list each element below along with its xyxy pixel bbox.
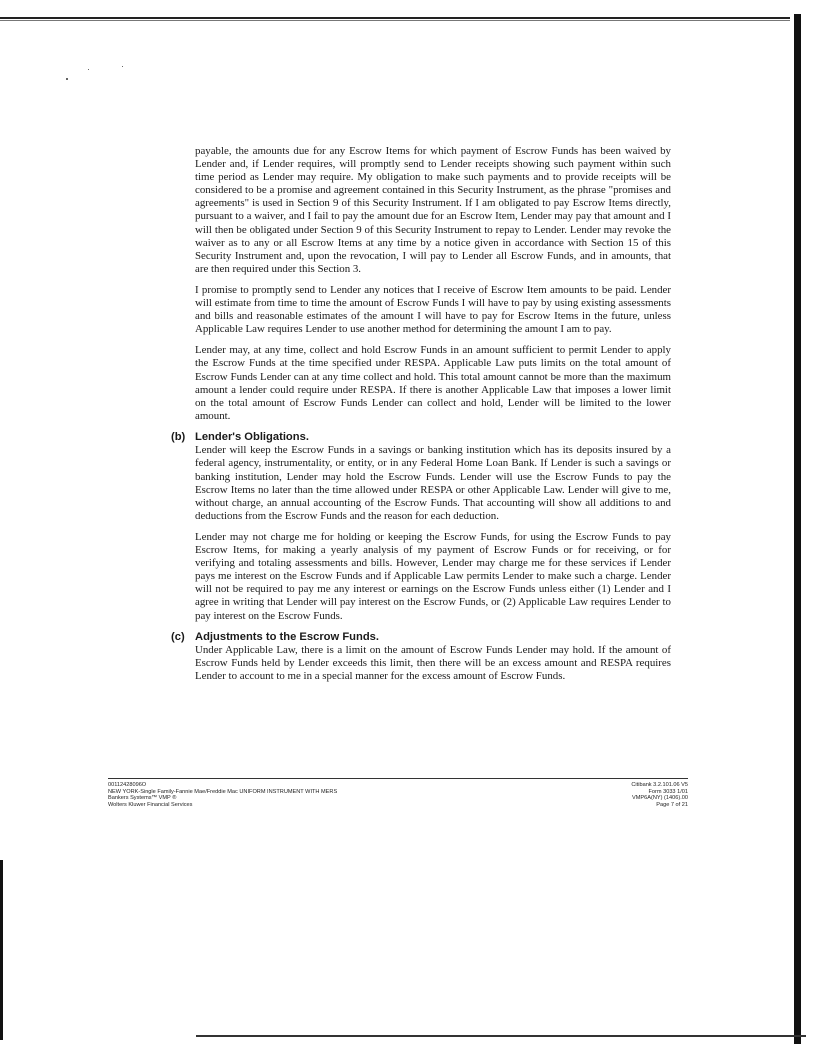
scan-speck bbox=[122, 66, 123, 67]
body-paragraph: Lender may, at any time, collect and hold Escrow Funds in an amount sufficient to permit Lender to apply the Escrow Funds at the time specified under RESPA. Applicable Law puts limits on the total amount of Escrow Funds Lender can at any time collect and hold. This total amount cannot be more than the maximum amount a lender could require under RESPA. If there is another Applicable Law that imposes a lower limit on the total amount of Escrow Funds Lender can collect and hold, Lender will be limited to the lower amount. bbox=[195, 344, 671, 422]
footer-vmp-code: VMP6A(NY) (1406).00 bbox=[632, 795, 688, 802]
section-b-letter: (b) bbox=[171, 430, 186, 443]
section-c-letter: (c) bbox=[171, 630, 185, 643]
footer-page-number: Page 7 of 21 bbox=[656, 801, 688, 808]
page-footer bbox=[108, 778, 688, 808]
section-c bbox=[171, 630, 671, 684]
footer-left bbox=[108, 782, 337, 808]
section-c-paragraph: Under Applicable Law, there is a limit on the amount of Escrow Funds Lender may hold. If the amount of Escrow Funds held by Lender exceeds this limit, then there will be an excess amount and RESPA requires Lender to account to me in a special manner for the excess amount of Escrow Funds. bbox=[195, 644, 671, 683]
footer-vendor: Bankers Systems™ VMP ® bbox=[108, 795, 177, 802]
section-b-paragraph: Lender will keep the Escrow Funds in a savings or banking institution which has its deposits insured by a federal agency, instrumentality, or entity, or in any Federal Home Loan Bank. If Lender is such a savings or banking institution, Lender may hold the Escrow Funds. Lender will use the Escrow Funds to pay the Escrow Items no later than the time allowed under RESPA or other Applicable Law. Lender will give to me, without charge, an annual accounting of the Escrow Funds. That accounting will show all additions to and deductions from the Escrow Funds and the reason for each deduction. bbox=[195, 444, 671, 522]
scan-edge-top-thin bbox=[0, 20, 790, 21]
section-b-paragraph: Lender may not charge me for holding or keeping the Escrow Funds, for using the Escrow Funds to pay Escrow Items, for making a yearly analysis of my payment of Escrow Funds or for receiving, or for verifying and totaling assessments and bills. However, Lender may charge me for these services if Lender pays me interest on the Escrow Funds and if Applicable Law permits Lender to make such a charge. Lender will not be required to pay me any interest or earnings on the Escrow Funds unless either (1) Lender and I agree in writing that Lender will pay interest on the Escrow Funds, or (2) Applicable Law requires Lender to pay interest on the Escrow Funds. bbox=[195, 530, 671, 622]
section-c-title: Adjustments to the Escrow Funds. bbox=[195, 630, 379, 643]
scan-speck bbox=[88, 69, 89, 70]
scan-edge-bottom bbox=[196, 1035, 806, 1037]
scan-speck bbox=[66, 78, 68, 80]
section-b-heading bbox=[171, 430, 671, 445]
scan-edge-top bbox=[0, 17, 790, 19]
footer-version: Citibank 3.2.101.06 V5 bbox=[631, 782, 688, 788]
footer-loan-number: 00112428096O bbox=[108, 782, 147, 788]
footer-form-title: NEW YORK-Single Family-Fannie Mae/Freddie Mac UNIFORM INSTRUMENT WITH MERS bbox=[108, 788, 338, 795]
section-b-title: Lender's Obligations. bbox=[195, 430, 309, 443]
body-paragraph: I promise to promptly send to Lender any notices that I receive of Escrow Item amounts to be paid. Lender will estimate from time to time the amount of Escrow Funds I will have to pay by using existing assessments and bills and reasonable estimates of the amount I will have to pay for Escrow Items in the future, unless Applicable Law requires Lender to use another method for determining the amount I am to pay. bbox=[195, 283, 671, 336]
footer-right bbox=[631, 782, 688, 808]
section-c-heading bbox=[171, 630, 671, 645]
footer-form-number: Form 3033 1/01 bbox=[648, 788, 688, 795]
scan-edge-left bbox=[0, 860, 3, 1040]
section-b bbox=[171, 430, 671, 623]
body-paragraph: payable, the amounts due for any Escrow Items for which payment of Escrow Funds has been waived by Lender and, if Lender requires, will promptly send to Lender receipts showing such payment within such time period as Lender may require. My obligation to make such payments and to provide receipts will be considered to be a promise and agreement contained in this Security Instrument, as the phrase "promises and agreements" is used in Section 9 of this Security Instrument. If I am obligated to pay Escrow Items directly, pursuant to a waiver, and I fail to pay the amount due for an Escrow Item, Lender may pay that amount and I will then be obligated under Section 9 of this Security Instrument to repay to Lender. Lender may revoke the waiver as to any or all Escrow Items at any time by a notice given in accordance with Section 15 of this Security Instrument and, upon the revocation, I will pay to Lender all Escrow Funds, and in amounts, that are then required under this Section 3. bbox=[195, 145, 671, 275]
scan-edge-right bbox=[794, 14, 801, 1044]
footer-publisher: Wolters Kluwer Financial Services bbox=[108, 801, 193, 808]
document-body bbox=[171, 145, 671, 691]
